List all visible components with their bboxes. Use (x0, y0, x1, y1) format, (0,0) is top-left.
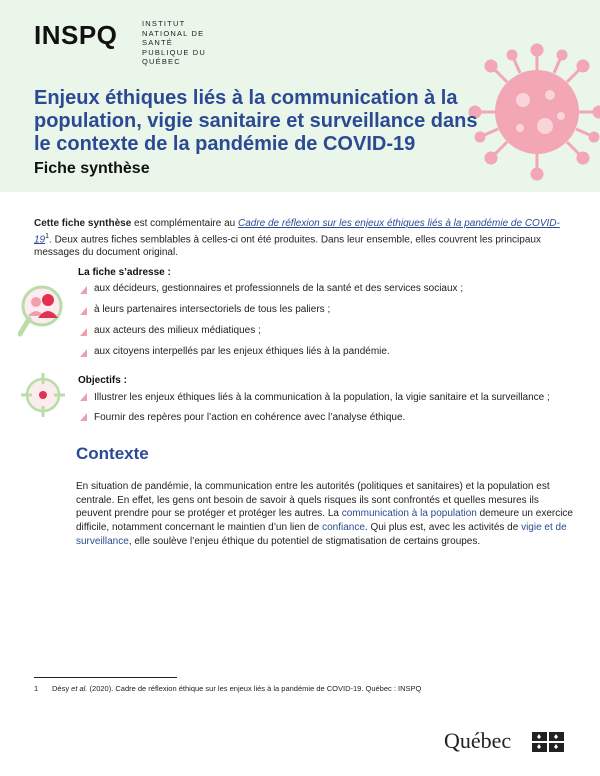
objectives-heading: Objectifs : (78, 375, 127, 386)
vigie-surveillance-link[interactable]: vigie et de surveillance (76, 522, 567, 547)
context-heading: Contexte (76, 444, 149, 463)
footnote: 1 Désy et al. (2020). Cadre de réflexion éthique sur les enjeux liés à la pandémie de COVID-19. Québec : INSPQ (34, 684, 422, 693)
intro-text-2: . Deux autres fiches semblables à celles-ci ont été produites. Dans leur ensemble, elles couvrent les principaux messages du document original. (34, 234, 541, 259)
objectives-list (80, 391, 580, 431)
magnifier-people-icon (18, 282, 68, 342)
footnote-number: 1 (34, 684, 39, 693)
confiance-link[interactable]: confiance (322, 522, 365, 534)
audience-heading: La fiche s’adresse : (78, 267, 171, 278)
list-item: Illustrer les enjeux éthiques liés à la communication à la population, la vigie sanitaire et la surveillance ; (80, 391, 580, 411)
target-icon (20, 372, 66, 418)
header-band (0, 0, 600, 192)
bullet-icon (80, 286, 87, 294)
quebec-logo: Québec (444, 728, 512, 753)
bullet-icon (80, 413, 87, 421)
bullet-icon (80, 307, 87, 315)
list-item: aux décideurs, gestionnaires et professionnels de la santé et des services sociaux ; (80, 284, 580, 305)
footnote-mark: 1 (45, 233, 50, 240)
communication-population-link[interactable]: communication à la population (341, 508, 477, 520)
audience-list (80, 284, 580, 368)
intro-bold-lead: Cette fiche synthèse (34, 218, 132, 229)
context-paragraph: En situation de pandémie, la communication entre les autorités (politiques et sanitaires) et la population est centrale. En effet, les gens ont besoin de savoir à quels risques ils sont confrontés et quelles mesures ils peuvent prendre pour se protéger et protéger les autres. La communication à la population demeure un exercice difficile, notamment concernant le maintien d’un lien de confiance. Qui plus est, avec les activités de vigie et de surveillance, elle soulève l’enjeu éthique du potentiel de stigmatisation de certains groupes. (76, 481, 573, 547)
bullet-icon (80, 393, 87, 401)
page-subtitle: Fiche synthèse (34, 160, 150, 177)
intro-text-1: est complémentaire au (131, 218, 238, 229)
page-title: Enjeux éthiques liés à la communication à la population, vigie sanitaire et surveillance dans le contexte de la pandémie de COVID-19 (34, 87, 478, 155)
bullet-icon (80, 328, 87, 336)
inspq-logo: INSPQ (34, 20, 118, 50)
list-item: aux citoyens interpellés par les enjeux éthiques liés à la pandémie. (80, 347, 580, 368)
quebec-flag-icon (532, 732, 564, 752)
inspq-logo-subtitle: INSTITUT NATIONAL DE SANTÉ PUBLIQUE DU QUÉBEC (142, 19, 207, 66)
footnote-divider (34, 677, 177, 678)
intro-paragraph (34, 217, 574, 259)
cadre-reflexion-link[interactable]: Cadre de réflexion sur les enjeux éthiques liés à la pandémie de COVID-19 (34, 218, 560, 246)
bullet-icon (80, 349, 87, 357)
list-item: Fournir des repères pour l’action en cohérence avec l’analyse éthique. (80, 411, 580, 431)
list-item: aux acteurs des milieux médiatiques ; (80, 326, 580, 347)
list-item: à leurs partenaires intersectoriels de tous les paliers ; (80, 305, 580, 326)
